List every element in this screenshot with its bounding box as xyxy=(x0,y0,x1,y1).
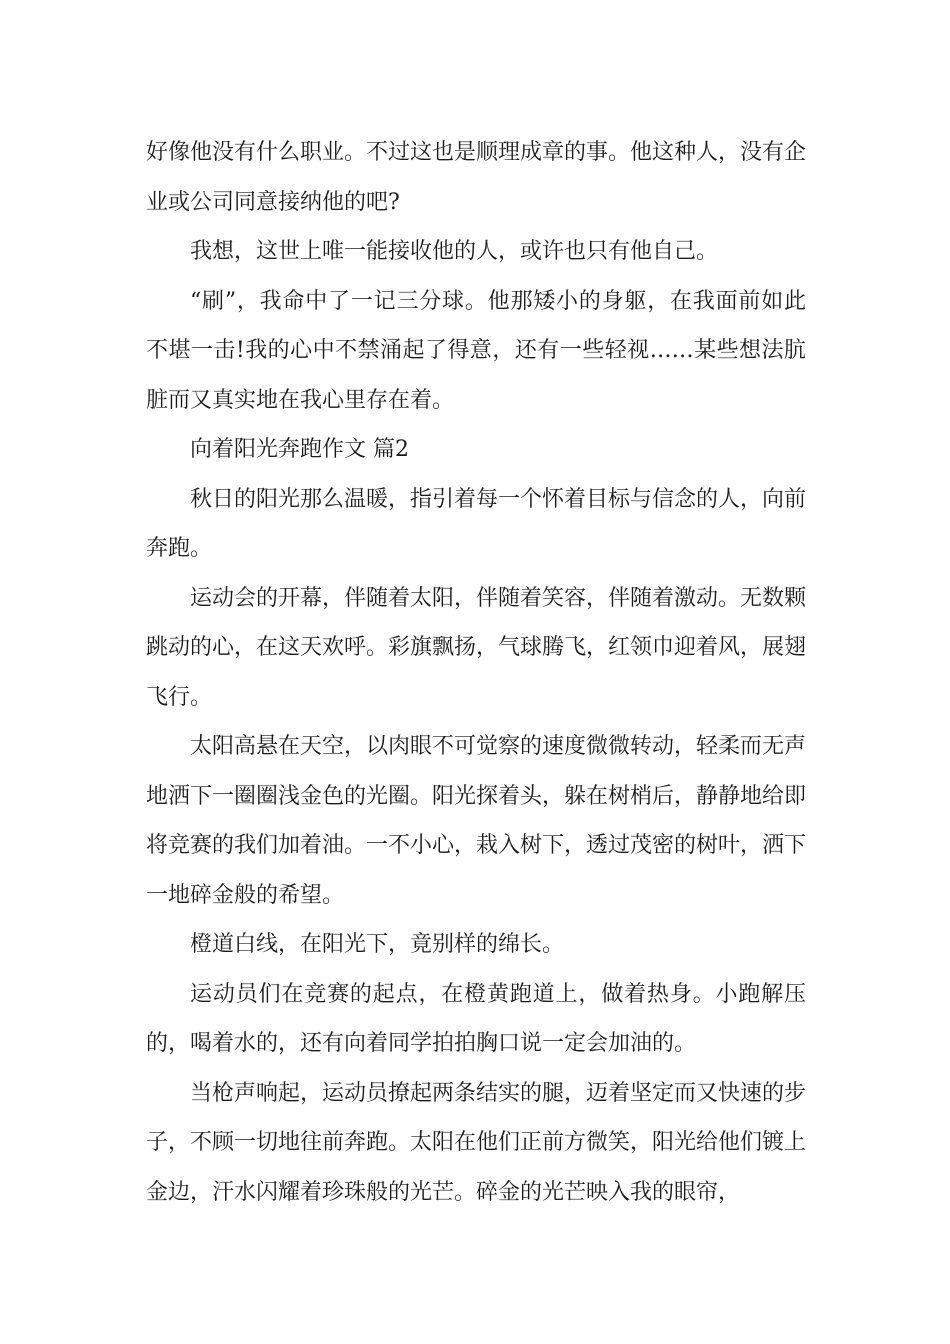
paragraph: 好像他没有什么职业。不过这也是顺理成章的事。他这种人，没有企业或公司同意接纳他的吧? xyxy=(146,140,807,215)
document-body xyxy=(146,128,806,1217)
section-heading: 向着阳光奔跑作文 篇2 xyxy=(190,437,409,462)
paragraph: 我想，这世上唯一能接收他的人，或许也只有他自己。 xyxy=(190,239,719,264)
paragraph: 运动会的开幕，伴随着太阳，伴随着笑容，伴随着激动。无数颗跳动的心，在这天欢呼。彩旗飘扬，气球腾飞，红领巾迎着风，展翅飞行。 xyxy=(146,585,807,710)
paragraph: 运动员们在竞赛的起点，在橙黄跑道上，做着热身。小跑解压的，喝着水的，还有向着同学拍拍胸口说一定会加油的。 xyxy=(146,981,806,1056)
paragraph: 橙道白线，在阳光下，竟别样的绵长。 xyxy=(190,932,565,957)
paragraph: 当枪声响起，运动员撩起两条结实的腿，迈着坚定而又快速的步子，不顾一切地往前奔跑。太阳在他们正前方微笑，阳光给他们镀上金边，汗水闪耀着珍珠般的光芒。碎金的光芒映入我的眼帘， xyxy=(146,1080,807,1205)
paragraph: 太阳高悬在天空，以肉眼不可觉察的速度微微转动，轻柔而无声地洒下一圈圈浅金色的光圈。阳光探着头，躲在树梢后，静静地给即将竞赛的我们加着油。一不小心，栽入树下，透过茂密的树叶，洒下一地碎金般的希望。 xyxy=(146,734,807,908)
paragraph: 秋日的阳光那么温暖，指引着每一个怀着目标与信念的人，向前奔跑。 xyxy=(146,486,807,561)
paragraph: “刷”，我命中了一记三分球。他那矮小的身躯，在我面前如此不堪一击!我的心中不禁涌起了得意，还有一些轻视……某些想法肮脏而又真实地在我心里存在着。 xyxy=(146,288,806,413)
